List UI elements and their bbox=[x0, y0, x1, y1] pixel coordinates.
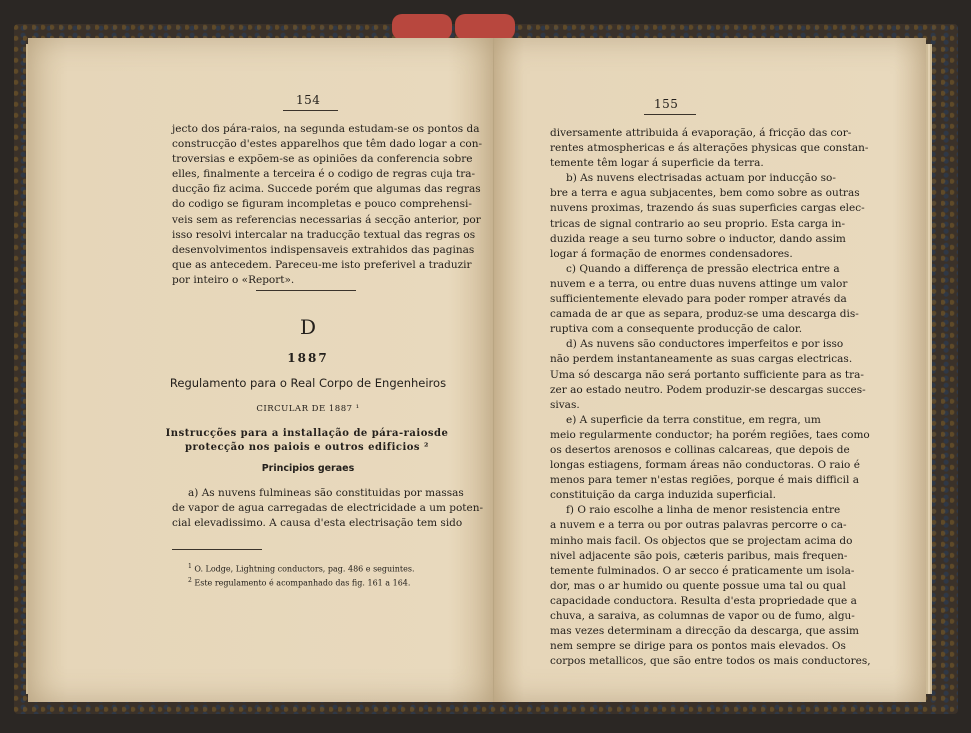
left-paragraph-1-line: construcção d'estes apparelhos que têm dado logar a con- bbox=[172, 138, 483, 151]
left-paragraph-2-line: de vapor de agua carregadas de electricidade a um poten- bbox=[172, 502, 484, 515]
instructions-line: Instrucções para a installação de pára-raios bbox=[165, 428, 434, 439]
right-page-line: chuva, a saraiva, as columnas de vapor ou de fumo, algu- bbox=[550, 610, 855, 622]
right-page-line: rentes atmosphericas e ás alterações physicas que constan- bbox=[550, 142, 869, 155]
left-paragraph-2 bbox=[172, 486, 484, 531]
left-paragraph-2-line: cial elevadissimo. A causa d'esta electrisação tem sido bbox=[172, 517, 463, 530]
left-paragraph-1-line: desenvolvimentos indispensaveis extrahidos das paginas bbox=[172, 243, 475, 256]
left-paragraph-1-line: do codigo se figuram incompletas e pouco comprehensi- bbox=[172, 198, 472, 211]
right-page-line: mas vezes determinam a direcção da descarga, que assim bbox=[550, 625, 860, 638]
right-page-line: temente fulminados. O ar secco é praticamente um isola- bbox=[550, 564, 855, 577]
regulation-title: Regulamento para o Real Corpo de Engenheiros bbox=[169, 376, 447, 390]
page-number-right: 155 bbox=[654, 97, 679, 111]
footnote-2-mark: 2 bbox=[188, 577, 192, 584]
header-rule-left bbox=[283, 110, 338, 111]
right-page-line: os desertos arenosos e collinas calcareas, que depois de bbox=[550, 443, 850, 456]
right-page-line: logar á formação de enormes condensadores. bbox=[550, 247, 793, 260]
right-page-line: camada de ar que as separa, produz-se uma descarga dis- bbox=[550, 308, 859, 321]
principles-heading: Principios geraes bbox=[261, 463, 355, 474]
right-page-line: constituição da carga induzida superficial. bbox=[550, 489, 776, 502]
right-page-line: sufficientemente elevado para poder romper através da bbox=[550, 293, 847, 306]
right-page-line: corpos metallicos, que são entre todos os mais conductores, bbox=[550, 655, 871, 668]
left-paragraph-1-line: elles, finalmente a terceira é o codigo de regras cuja tra- bbox=[172, 168, 476, 181]
right-page-line: capacidade conductora. Resulta d'esta propriedade que a bbox=[550, 594, 857, 607]
instructions-heading bbox=[162, 427, 452, 455]
right-page-line: c) Quando a differença de pressão electrica entre a bbox=[566, 262, 840, 275]
circular-line: CIRCULAR DE 1887 ¹ bbox=[256, 404, 360, 414]
left-paragraph-1-line: ducção fiz acima. Succede porém que algumas das regras bbox=[172, 183, 481, 196]
right-page-line: meio regularmente conductor; ha porém regiões, taes como bbox=[550, 428, 870, 441]
left-paragraph-1-line: que as antecedem. Pareceu-me isto preferivel a traduzir bbox=[172, 258, 472, 271]
right-page-line: nuvens proximas, trazendo ás suas superficies cargas elec- bbox=[550, 202, 865, 215]
right-page-line: e) A superficie da terra constitue, em regra, um bbox=[566, 413, 821, 426]
left-paragraph-1-line: troversias e expõem-se as opiniões da conferencia sobre bbox=[172, 153, 473, 166]
right-page-line: bre a terra e agua subjacentes, bem como sobre as outras bbox=[550, 187, 860, 200]
footnote-1-mark: 1 bbox=[188, 563, 192, 570]
instructions-line: de protecção nos paiois e outros edificios ² bbox=[185, 428, 449, 453]
year-heading: 1887 bbox=[287, 351, 329, 365]
section-letter: D bbox=[299, 315, 317, 339]
left-paragraph-1 bbox=[172, 122, 483, 288]
left-paragraph-2-line: a) As nuvens fulmineas são constituidas por massas bbox=[188, 487, 464, 499]
right-page-line: nem sempre se dirige para os pontos mais elevados. Os bbox=[550, 640, 846, 653]
right-page-line: minho mais facil. Os objectos que se projectam acima do bbox=[550, 534, 853, 547]
bookmark-ribbon-left bbox=[392, 14, 452, 40]
right-page-line: Uma só descarga não será portanto sufficiente para as tra- bbox=[550, 368, 864, 381]
left-paragraph-1-line: veis sem as referencias necessarias á secção anterior, por bbox=[172, 213, 481, 226]
left-paragraph-1-line: por inteiro o «Report». bbox=[172, 273, 295, 286]
right-page-line: diversamente attribuida á evaporação, á fricção das cor- bbox=[550, 127, 852, 139]
left-page bbox=[28, 38, 494, 702]
footnote-2-text: Este regulamento é acompanhado das fig. 161 a 164. bbox=[194, 578, 411, 588]
right-page-line: zer ao estado neutro. Podem produzir-se descargas succes- bbox=[550, 383, 866, 396]
right-page-line: sivas. bbox=[550, 398, 580, 411]
right-page-line: ruptiva com a consequente producção de calor. bbox=[550, 323, 803, 336]
right-page-line: nuvem e a terra, ou entre duas nuvens attinge um valor bbox=[550, 277, 848, 290]
right-page-line: d) As nuvens são conductores imperfeitos e por isso bbox=[566, 338, 844, 351]
right-page-line: f) O raio escolhe a linha de menor resistencia entre bbox=[566, 504, 841, 517]
right-page bbox=[494, 38, 926, 702]
header-rule-right bbox=[644, 114, 696, 115]
right-page-line: b) As nuvens electrisadas actuam por inducção so- bbox=[566, 172, 836, 185]
right-page-line: dor, mas o ar humido ou quente possue uma tal ou qual bbox=[550, 579, 846, 592]
bookmark-ribbon-right bbox=[455, 14, 515, 40]
right-page-text bbox=[550, 126, 874, 669]
right-page-line: duzida reage a seu turno sobre o inductor, dando assim bbox=[550, 232, 846, 245]
right-page-line: menos para temer n'estas regiões, porque é mais difficil a bbox=[550, 474, 859, 487]
right-page-line: longas estiagens, formam áreas não conductoras. O raio é bbox=[550, 459, 860, 472]
right-page-line: a nuvem e a terra ou por outras palavras percorre o ca- bbox=[550, 519, 847, 532]
section-divider bbox=[256, 290, 356, 291]
left-paragraph-1-line: jecto dos pára-raios, na segunda estudam-se os pontos da bbox=[172, 123, 480, 135]
right-page-line: tricas de signal contrario ao seu proprio. Esta carga in- bbox=[550, 217, 846, 230]
footnote-rule bbox=[172, 549, 262, 550]
left-paragraph-1-line: isso resolvi intercalar na traducção textual das regras os bbox=[172, 228, 476, 241]
right-page-line: temente têm logar á superficie da terra. bbox=[550, 157, 764, 170]
footnote-2 bbox=[188, 574, 410, 590]
right-page-line: não perdem instantaneamente as suas cargas electricas. bbox=[550, 353, 853, 366]
footnote-1-text: O. Lodge, Lightning conductors, pag. 486 e seguintes. bbox=[194, 564, 415, 574]
page-number-left: 154 bbox=[296, 93, 321, 107]
right-page-line: nivel adjacente são pois, cæteris paribus, mais frequen- bbox=[550, 549, 848, 562]
